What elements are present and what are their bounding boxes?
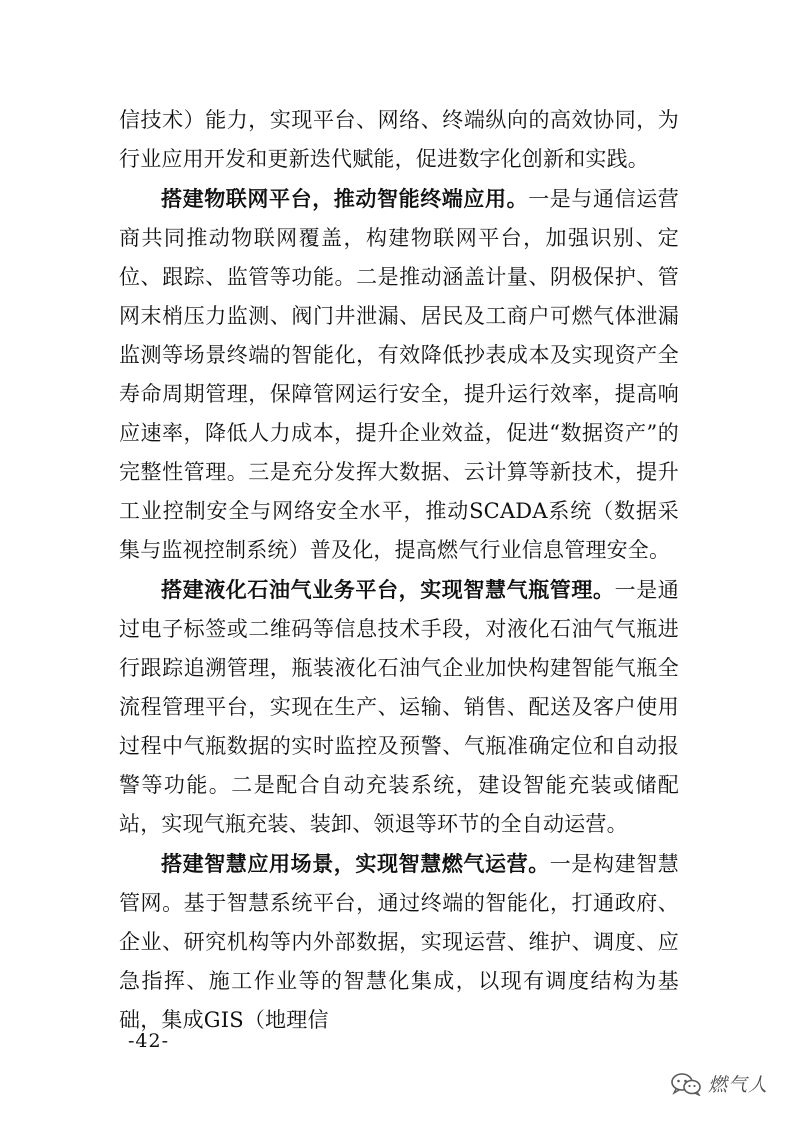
paragraph-4-lead: 搭建智慧应用场景，实现智慧燃气运营。 xyxy=(161,851,550,876)
paragraph-4 xyxy=(119,844,679,1040)
paragraph-2-text: 一是与通信运营商共同推动物联网覆盖，构建物联网平台，加强识别、定位、跟踪、监管等功能。二是推动涵盖计量、阴极保护、管网末梢压力监测、阀门井泄漏、居民及工商户可燃气体泄漏监测等场景终端的智能化，有效降低抄表成本及实现资产全寿命周期管理，保障管网运行安全，提升运行效率，提高响应速率，降低人力成本，提升企业效益，促进“数据资产”的完整性管理。三是充分发挥大数据、云计算等新技术，提升工业控制安全与网络安全水平，推动SCADA系统（数据采集与监视控制系统）普及化，提高燃气行业信息管理安全。 xyxy=(119,187,679,562)
paragraph-1 xyxy=(119,100,679,179)
wechat-icon xyxy=(670,1072,702,1096)
paragraph-2 xyxy=(119,179,679,570)
watermark-text: 燃气人 xyxy=(707,1074,768,1096)
document-body xyxy=(119,100,679,1040)
paragraph-4-text: 一是构建智慧管网。基于智慧系统平台，通过终端的智能化，打通政府、企业、研究机构等内外部数据，实现运营、维护、调度、应急指挥、施工作业等的智慧化集成，以现有调度结构为基础，集成GIS（地理信 xyxy=(119,852,679,1032)
page-number: -42- xyxy=(128,1030,170,1052)
paragraph-3-lead: 搭建液化石油气业务平台，实现智慧气瓶管理。 xyxy=(161,577,615,602)
paragraph-1-text: 信技术）能力，实现平台、网络、终端纵向的高效协同，为行业应用开发和更新迭代赋能，促进数字化创新和实践。 xyxy=(119,108,679,171)
paragraph-2-lead: 搭建物联网平台，推动智能终端应用。 xyxy=(161,186,529,211)
paragraph-3 xyxy=(119,570,679,844)
watermark xyxy=(670,1070,768,1097)
paragraph-3-text: 一是通过电子标签或二维码等信息技术手段，对液化石油气气瓶进行跟踪追溯管理，瓶装液化石油气企业加快构建智能气瓶全流程管理平台，实现在生产、运输、销售、配送及客户使用过程中气瓶数据的实时监控及预警、气瓶准确定位和自动报警等功能。二是配合自动充装系统，建设智能充装或储配站，实现气瓶充装、装卸、领退等环节的全自动运营。 xyxy=(119,578,679,836)
